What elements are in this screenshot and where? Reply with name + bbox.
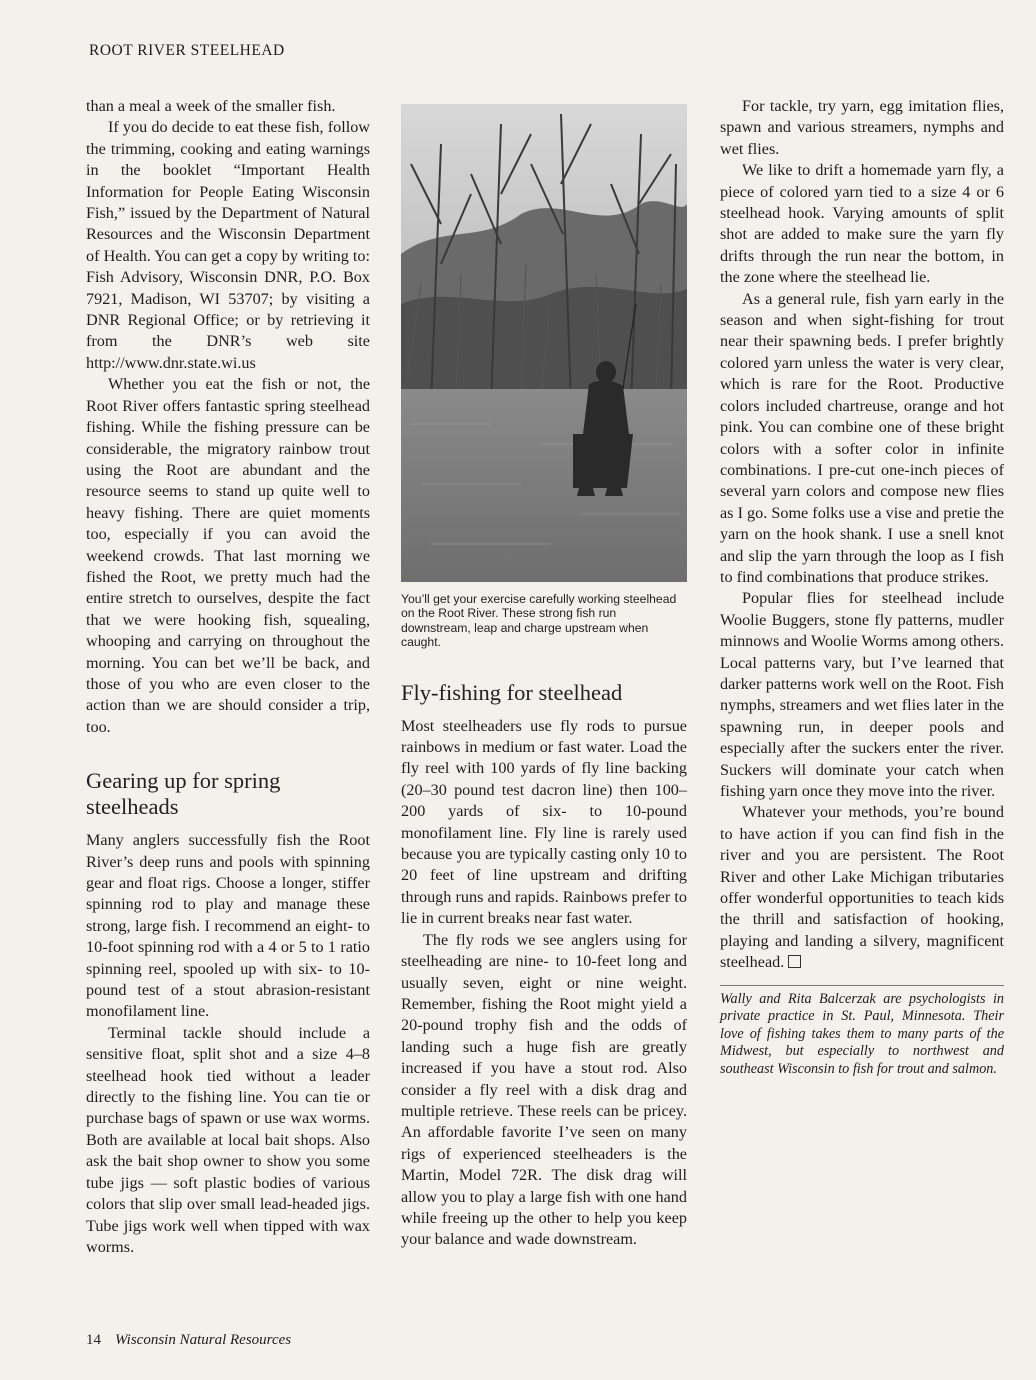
- col1-paragraph-5: Terminal tackle should include a sensitive float, split shot and a size 4–8 steelhead hook tied without a leader directly to the fishing line. You can tie or purchase bags of spawn or use wax worms. Both are available at local bait shops. Also ask the bait shop owner to show you some tube jigs — soft plastic bodies of various colors that slip over small lead-headed jigs. Tube jigs work well when tipped with wax worms.: [86, 1023, 370, 1256]
- publication-name: Wisconsin Natural Resources: [115, 1332, 292, 1348]
- page-footer: [86, 1332, 291, 1349]
- running-head: ROOT RIVER STEELHEAD: [89, 42, 285, 59]
- bio-divider: [720, 985, 1004, 986]
- author-bio: Wally and Rita Balcerzak are psychologists in private practice in St. Paul, Minnesota. Their love of fishing takes them to many parts of the Midwest, but especially to northwest and southeast Wisconsin to fish for trout and salmon.: [720, 990, 1004, 1078]
- photo-caption: You’ll get your exercise carefully working steelhead on the Root River. These strong fish run downstream, leap and charge upstream when caught.: [401, 592, 677, 650]
- col3-paragraph-5: [720, 802, 1004, 973]
- col1-paragraph-3: Whether you eat the fish or not, the Root River offers fantastic spring steelhead fishing. While the fishing pressure can be considerable, the migratory rainbow trout using the Root are abundant and the resource seems to stand up quite well to heavy fishing. There are quiet moments too, especially if you can avoid the weekend crowds. That last morning we fished the Root, we pretty much had the entire stretch to ourselves, despite the fact that we were hooking fish, squealing, whooping and carrying on throughout the morning. You can bet we’ll be back, and those of you who are even closer to the action than we are should consider a trip, too.: [86, 375, 370, 736]
- col2-paragraph-2: The fly rods we see anglers using for steelheading are nine- to 10-feet long and usually seven, eight or nine weight. Remember, fishing the Root might yield a 20-pound trophy fish and the odds of landing such a huge fish are greatly increased if you have a stout rod. Also consider a fly reel with a disk drag and multiple retrieve. These reels can be pricey. An affordable favorite I’ve seen on many rigs of experienced steelheaders is the Martin, Model 72R. The disk drag will allow you to play a large fish with one hand while freeing up the other to help you keep your balance and wade downstream.: [401, 930, 687, 1249]
- section-heading-gearing-up: Gearing up for spring steelheads: [86, 768, 281, 820]
- col3-paragraph-1: For tackle, try yarn, egg imitation flies, spawn and various streamers, nymphs and wet flies.: [720, 97, 1004, 158]
- col3-paragraph-3: As a general rule, fish yarn early in the season and when sight-fishing for trout near their spawning beds. I prefer brightly colored yarn unless the water is very clear, which is rare for the Root. Productive colors included chartreuse, orange and hot pink. You can combine one of these bright colors with a softer color in infinite combinations. I pre-cut one-inch pieces of several yarn colors and compose new flies as I go. Some folks use a vise and pretie the yarn on the hook shank. I use a snell knot and slip the yarn through the loop as I fish to find combinations that produce strikes.: [720, 289, 1004, 586]
- col1-paragraph-2: If you do decide to eat these fish, follow the trimming, cooking and eating warnings in the booklet “Important Health Information for People Eating Wisconsin Fish,” issued by the Department of Natural Resources and the Wisconsin Department of Health. You can get a copy by writing to: Fish Advisory, Wisconsin DNR, P.O. Box 7921, Madison, WI 53707; by visiting a DNR Regional Office; or by retrieving it from the DNR’s web site http://www.dnr.state.wi.us: [86, 118, 370, 372]
- column-2: [401, 96, 687, 1251]
- col3-paragraph-2: We like to drift a homemade yarn fly, a piece of colored yarn tied to a size 4 or 6 steelhead hook. Varying amounts of split shot are added to make sure the yarn fly drifts through the run near the bottom, in the zone where the steelhead lie.: [720, 161, 1004, 287]
- col3-paragraph-5-text: Whatever your methods, you’re bound to have action if you can find fish in the river and you are persistent. The Root River and other Lake Michigan tributaries offer wonderful opportunities to teach kids the thrill and satisfaction of hooking, playing and landing a silvery, magnificent steelhead.: [720, 803, 1004, 972]
- column-3: [720, 96, 1004, 1079]
- column-1: [86, 96, 370, 1258]
- section-heading-fly-fishing: Fly-fishing for steelhead: [401, 679, 623, 705]
- angler-photo: [401, 104, 687, 582]
- end-mark-icon: [788, 955, 801, 968]
- col3-paragraph-4: Popular flies for steelhead include Woolie Buggers, stone fly patterns, mudler minnows and Woolie Worms among others. Local patterns vary, but I’ve learned that darker patterns work well on the Root. Fish nymphs, streamers and wet flies later in the spawning run, in deeper pools and especially after the suckers enter the river. Suckers will dominate your catch when fishing yarn once they move into the river.: [720, 589, 1004, 800]
- col1-paragraph-1: than a meal a week of the smaller fish.: [86, 97, 336, 115]
- col1-paragraph-4: Many anglers successfully fish the Root River’s deep runs and pools with spinning gear and float rigs. Choose a longer, stiffer spinning rod to play and manage these strong, large fish. I recommend an eight- to 10-foot spinning rod with a 4 or 5 to 1 ratio spinning reel, spooled up with six- to 10-pound test of a stout abrasion-resistant monofilament line.: [86, 831, 370, 1021]
- col2-paragraph-1: Most steelheaders use fly rods to pursue rainbows in medium or fast water. Load the fly reel with 100 yards of fly line backing (20–30 pound test dacron line) then 100–200 yards of six- to 10-pound monofilament line. Fly line is rarely used because you are typically casting only 10 to 20 feet of line upstream and drifting through runs and rapids. Rainbows prefer to lie in current breaks near fast water.: [401, 716, 687, 928]
- page-number: 14: [86, 1332, 101, 1348]
